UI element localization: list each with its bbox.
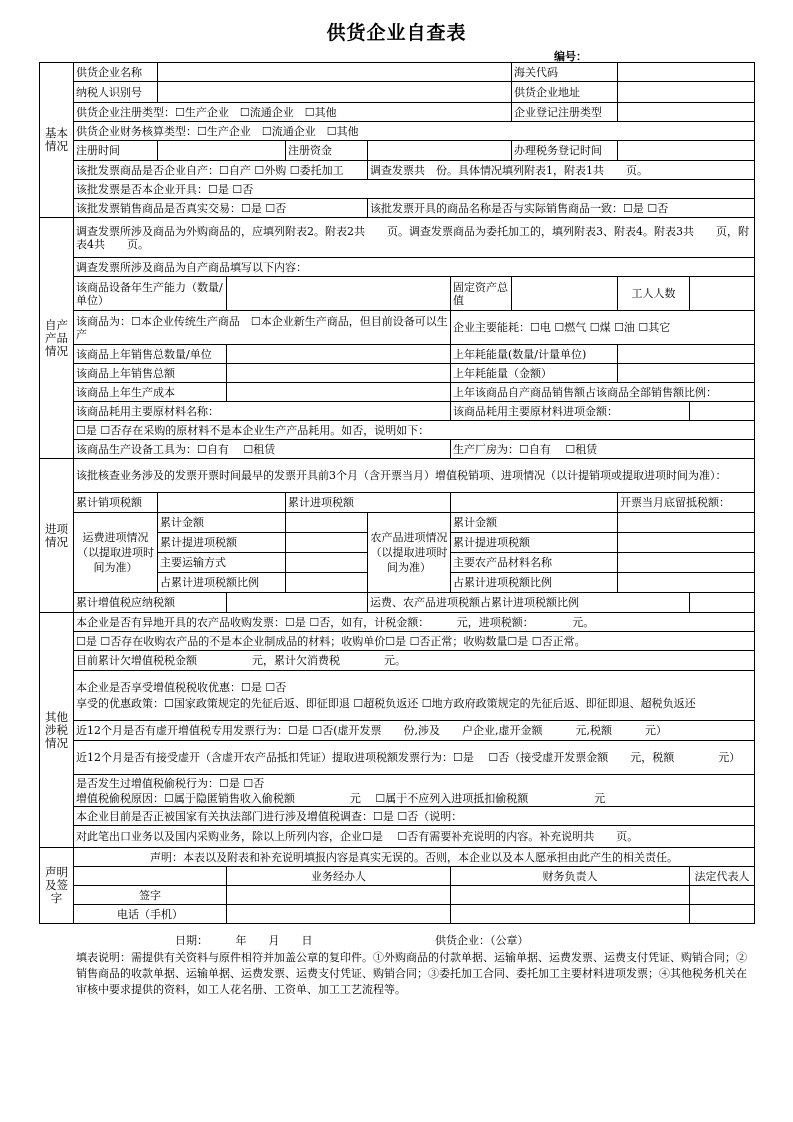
label-material-name: 该商品耗用主要原材料名称： [74,402,451,421]
input-intro: 该批核查业务涉及的发票开票时间最早的发票开具前3个月（含开票当月）增值税销项、进项情况（以计提销项或提取进项时间为准）： [74,459,755,493]
label-out-tax: 累计销项税额 [74,493,158,513]
field-last-qty[interactable] [227,345,451,364]
own-intro2: 调查发票所涉及商品为自产商品填写以下内容： [74,258,755,277]
field-reg-time[interactable] [158,141,286,161]
field-fixed-assets[interactable] [512,277,618,311]
plant-options[interactable]: 生产厂房为：☐自有 ☐租赁 [451,440,755,459]
field-legal-phone[interactable] [690,905,755,924]
self-check-form [39,62,755,924]
tools-options[interactable]: 该商品生产设备工具为：☐自有 ☐租赁 [74,440,451,459]
label-retained-tax: 开票当月底留抵税额： [618,493,755,513]
label-reg-capital: 注册资金 [286,141,368,161]
section-basic: 基本情况 [40,63,74,218]
fill-instructions: 填表说明：需提供有关资料与原件相符并加盖公章的复印件。①外购商品的付款单据、运输单据、运费发票、运费支付凭证、购销合同；②销售商品的收款单据、运输单据、运费发票、运费支付凭证、购销合同；③委托加工合同、委托加工主要材料进项发票；④其他税务机关在审核中要求提供的资料，如工人花名册、工资单、加工工艺流程等。 [76,951,747,996]
purchased-material-options[interactable]: ☐是 ☐否存在采购的原材料不是本企业生产产品耗用。如否，说明如下： [74,421,755,440]
label-capacity: 该商品设备年生产能力（数量/单位） [74,277,227,311]
agri-invoice-options[interactable]: 本企业是否有异地开具的农产品收购发票：☐是 ☐否，如有，计税金额： 元，进项税额： 元。 [74,613,755,632]
field-material-amount[interactable] [690,402,755,421]
label-sign: 签字 [74,886,227,905]
field-legal-sign[interactable] [690,886,755,905]
label-energy-qty: 上年耗能量(数量/计量单位) [451,345,618,364]
field-finance-phone[interactable] [451,905,690,924]
label-workers: 工人人数 [618,277,690,311]
other-business-options[interactable]: 对此笔出口业务以及国内采购业务，除以上所列内容，企业☐是 ☐否有需要补充说明的内容。补充说明共 页。 [74,826,755,848]
field-transport[interactable] [286,553,368,573]
header-legal: 法定代表人 [690,867,755,886]
field-agri-material[interactable] [618,553,755,573]
incentive-block[interactable] [74,671,755,721]
reg-type-options[interactable]: 供货企业注册类型：☐生产企业 ☐流通企业 ☐其他 [74,103,512,122]
own-intro: 调查发票所涉及商品为外购商品的，应填列附表2。附表2共 页。调查发票商品为委托加工的，填列附表3、附表4。附表3共 页，附表4共 页。 [74,218,755,258]
date-field[interactable]: 日期： 年 月 日 [175,934,313,947]
label-energy-amount: 上年耗能量（金额） [451,364,618,383]
false-issue-options[interactable]: 近12个月是否有虚开增值税专用发票行为：☐是 ☐否(虚开发票 份,涉及 户企业,虚开金额 元,税额 元） [74,721,755,741]
label-self-ratio: 上年该商品自产商品销售额占该商品全部销售额比例： [451,383,755,402]
evasion-reason-options[interactable]: 增值税偷税原因：☐属于隐匿销售收入偷税额 元 ☐属于不应列入进项抵扣偷税额 元 [76,791,606,805]
label-freight-input: 运费进项情况（以提取进项时间为准） [74,513,158,593]
field-agent-phone[interactable] [227,905,451,924]
field-payable[interactable] [227,593,368,613]
label-company-address: 供货企业地址 [512,82,618,103]
self-issued-options[interactable]: 该批发票是否本企业开具：☐是 ☐否 [74,180,755,199]
field-freight-share[interactable] [286,573,368,593]
label-agri-input: 农产品进项情况（以提取进项时间为准） [368,513,451,593]
label-company-name: 供货企业名称 [74,63,158,82]
field-reg-capital[interactable] [368,141,512,161]
field-freight-agri-ratio[interactable] [690,593,755,613]
label-reg-time: 注册时间 [74,141,158,161]
label-freight-total: 累计金额 [158,513,286,533]
investigated-options[interactable]: 本企业目前是否正被国家有关执法部门进行涉及增值税调查：☐是 ☐否（说明： [74,807,755,826]
field-company-name[interactable] [158,63,512,82]
field-last-sales[interactable] [227,364,451,383]
form-title: 供货企业自查表 [326,22,467,44]
field-reg-type[interactable] [618,103,755,122]
label-freight-share: 占累计进项税额比例 [158,573,286,593]
label-agri-tax: 累计提进项税额 [451,533,618,553]
incentive-options[interactable]: 本企业是否享受增值税税收优惠：☐是 ☐否 [76,680,287,694]
label-agri-material: 主要农产品材料名称 [451,553,618,573]
field-agri-tax[interactable] [618,533,755,553]
label-last-qty: 该商品上年销售总数量/单位 [74,345,227,364]
serial-number-label: 编号： [554,50,587,63]
label-phone: 电话（手机） [74,905,227,924]
field-taxpayer-id[interactable] [158,82,512,103]
field-last-cost[interactable] [227,383,451,402]
header-agent: 业务经办人 [227,867,451,886]
invoice-count-field[interactable]: 调查发票共 份。具体情况填列附表1，附表1共 页。 [368,161,755,180]
evasion-block[interactable] [74,775,755,807]
field-agent-sign[interactable] [227,886,451,905]
label-agri-share: 占累计进项税额比例 [451,573,618,593]
false-receive-options[interactable]: 近12个月是否有接受虚开（含虚开农产品抵扣凭证）提取进项税额发票行为：☐是 ☐否（接受虚开发票金额 元，税额 元） [74,741,755,775]
name-match-options[interactable]: 该批发票开具的商品名称是否与实际销售商品一致：☐是 ☐否 [368,199,755,218]
field-energy-amount[interactable] [618,364,755,383]
label-last-cost: 该商品上年生产成本 [74,383,227,402]
section-other-tax: 其他涉税情况 [40,613,74,848]
section-own-products: 自产产品情况 [40,218,74,459]
label-agri-total: 累计金额 [451,513,618,533]
goods-source-options[interactable]: 该批发票商品是否企业自产：☐自产 ☐外购 ☐委托加工 [74,161,368,180]
field-freight-total[interactable] [286,513,368,533]
label-freight-agri-ratio: 运费、农产品进项税额占累计进项税额比例 [368,593,690,613]
product-type-options[interactable]: 该商品为：☐本企业传统生产商品 ☐本企业新生产商品，但目前设备可以生产 [74,311,451,345]
label-taxpayer-id: 纳税人识别号 [74,82,158,103]
field-energy-qty[interactable] [618,345,755,364]
policy-options[interactable]: 享受的优惠政策：☐国家政策规定的先征后返、即征即退 ☐超税负返还 ☐地方政府政策规定的先征后返、即征即退、超税负返还 [76,696,696,710]
label-transport: 主要运输方式 [158,553,286,573]
energy-options[interactable]: 企业主要能耗：☐电 ☐燃气 ☐煤 ☐油 ☐其它 [451,311,755,345]
label-last-sales: 该商品上年销售总额 [74,364,227,383]
field-tax-reg-time[interactable] [618,141,755,161]
field-workers[interactable] [690,277,755,311]
field-customs-code[interactable] [618,63,755,82]
field-finance-sign[interactable] [451,886,690,905]
label-tax-reg-time: 办理税务登记时间 [512,141,618,161]
section-declaration: 声明及签字 [40,848,74,924]
field-capacity[interactable] [227,277,451,311]
evasion-options[interactable]: 是否发生过增值税偷税行为：☐是 ☐否 [76,776,265,790]
field-agri-share[interactable] [618,573,755,593]
field-freight-tax[interactable] [286,533,368,553]
field-company-address[interactable] [618,82,755,103]
label-material-amount: 该商品耗用主要原材料进项金额： [451,402,690,421]
accounting-type-options[interactable]: 供货企业财务核算类型：☐生产企业 ☐流通企业 ☐其他 [74,122,755,141]
label-reg-type: 企业登记注册类型 [512,103,618,122]
arrears-field[interactable]: 目前累计欠增值税税金额 元，累计欠消费税 元。 [74,651,755,671]
label-payable: 累计增值税应纳税额 [74,593,227,613]
field-in-tax[interactable] [451,493,618,513]
field-agri-total[interactable] [618,513,755,533]
header-finance: 财务负责人 [451,867,690,886]
section-input: 进项情况 [40,459,74,613]
label-in-tax: 累计进项税额 [286,493,451,513]
agri-check-options[interactable]: ☐是 ☐否存在收购农产品的不是本企业制成品的材料；收购单价☐是 ☐否正常；收购数量☐是 ☐否正常。 [74,632,755,651]
declaration-corner [74,867,227,886]
real-trade-options[interactable]: 该批发票销售商品是否真实交易：☐是 ☐否 [74,199,368,218]
label-customs-code: 海关代码 [512,63,618,82]
label-freight-tax: 累计提进项税额 [158,533,286,553]
label-fixed-assets: 固定资产总值 [451,277,512,311]
company-seal-label: 供货企业：（公章） [435,934,529,947]
declaration-statement: 声明：本表以及附表和补充说明填报内容是真实无误的。否则，本企业以及本人愿承担由此产生的相关责任。 [74,848,755,867]
field-out-tax[interactable] [158,493,286,513]
